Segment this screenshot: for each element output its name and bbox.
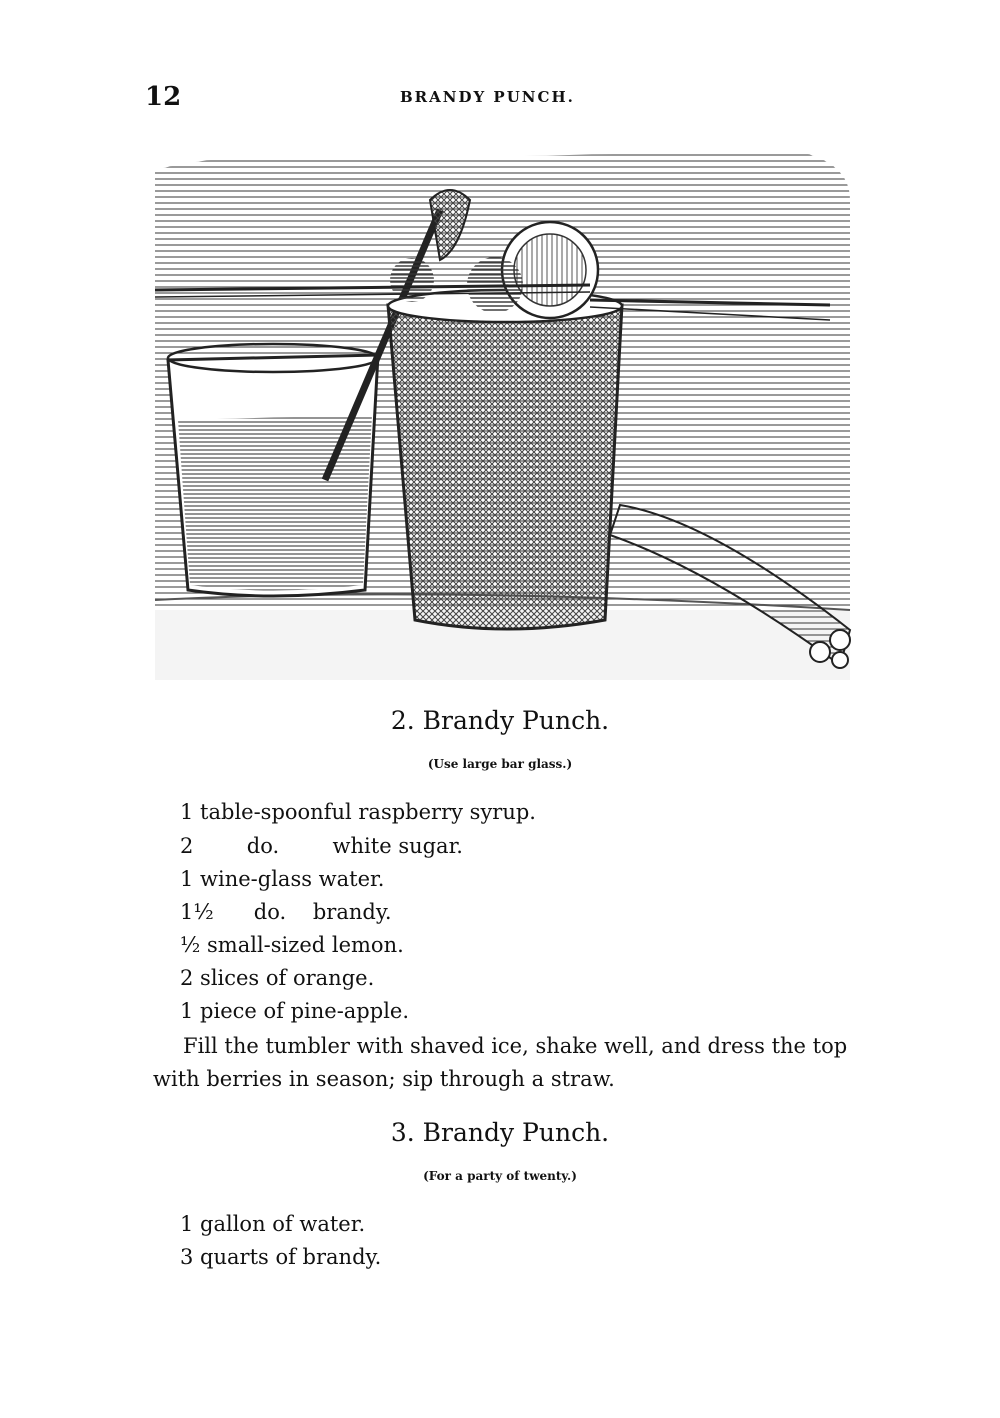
directions-text: Fill the tumbler with shaved ice, shake well, and dress the top with berries in season; sip through a straw. [153,1034,848,1091]
recipe-3-heading: 3. Brandy Punch. [390,1118,610,1147]
running-head: BRANDY PUNCH. [400,88,575,106]
recipe-2-directions [153,1030,853,1096]
ingredient-line: 2 slices of orange. [180,966,375,990]
ingredient-line: 1½ do. brandy. [180,900,392,924]
ingredient-line: ½ small-sized lemon. [180,933,404,957]
brandy-punch-engraving [150,140,855,685]
page-number: 12 [145,82,182,112]
ingredient-line: 2 do. white sugar. [180,834,463,858]
recipe-3-note: (For a party of twenty.) [423,1169,577,1183]
ingredient-line: 1 wine-glass water. [180,867,385,891]
recipe-2-note: (Use large bar glass.) [427,757,573,771]
ingredient-line: 3 quarts of brandy. [180,1245,382,1269]
ingredient-line: 1 piece of pine-apple. [180,999,410,1023]
recipe-2-heading: 2. Brandy Punch. [390,706,610,735]
ingredient-line: 1 gallon of water. [180,1212,366,1236]
ingredient-line: 1 table-spoonful raspberry syrup. [180,800,536,824]
